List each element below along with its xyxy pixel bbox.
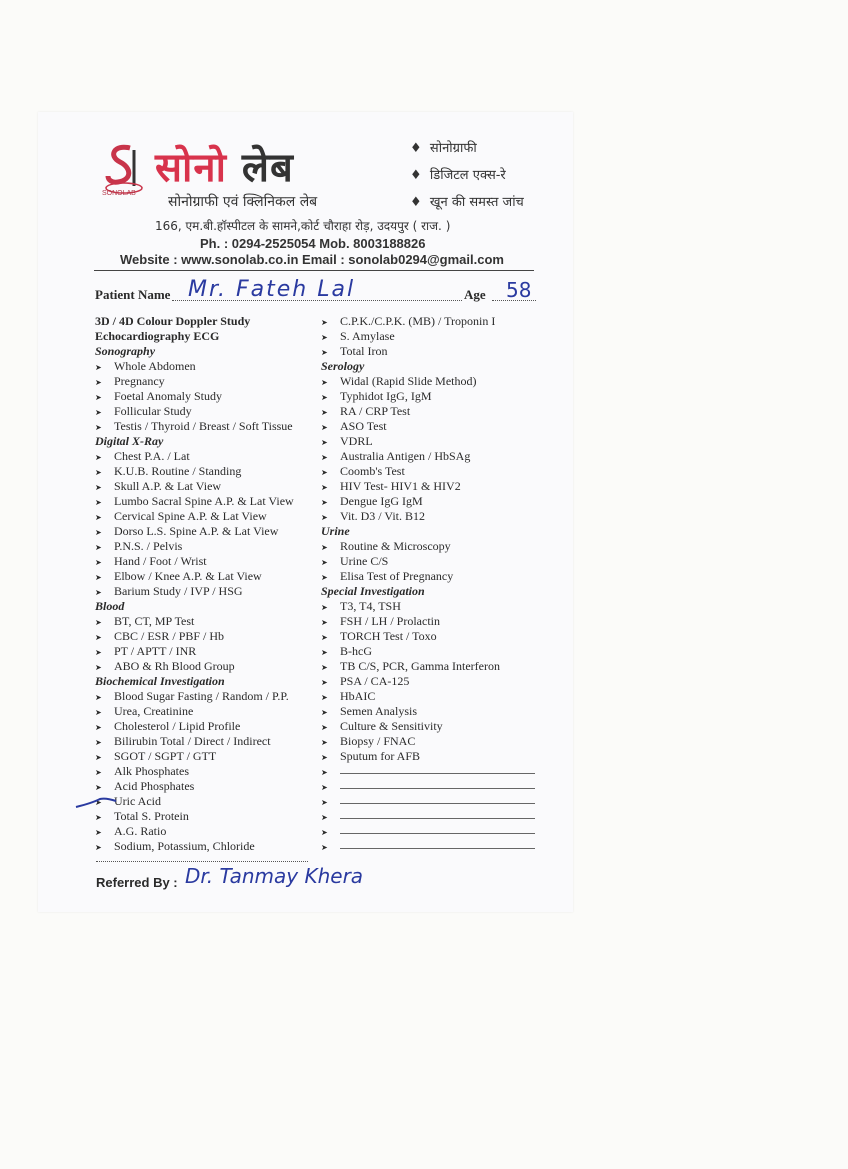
address: 166, एम.बी.हॉस्पीटल के सामने,कोर्ट चौराहा रोड़, उदयपुर ( राज. )	[155, 219, 451, 233]
test-item: ➤ Coomb's Test	[321, 464, 535, 479]
phone: Ph. : 0294-2525054 Mob. 8003188826	[200, 236, 426, 251]
section-heading: Special Investigation	[321, 584, 425, 598]
test-item: ➤ BT, CT, MP Test	[95, 614, 294, 629]
test-item: ➤ RA / CRP Test	[321, 404, 535, 419]
test-item: ➤ HIV Test- HIV1 & HIV2	[321, 479, 535, 494]
test-item: ➤ Lumbo Sacral Spine A.P. & Lat View	[95, 494, 294, 509]
test-item: ➤ Barium Study / IVP / HSG	[95, 584, 294, 599]
brand-name	[155, 138, 294, 193]
test-item: ➤ Widal (Rapid Slide Method)	[321, 374, 535, 389]
test-item: ➤ S. Amylase	[321, 329, 535, 344]
section-heading: Serology	[321, 359, 365, 373]
test-item: ➤ Whole Abdomen	[95, 359, 294, 374]
referred-by-value: Dr. Tanmay Khera	[185, 864, 364, 888]
test-item: ➤ ABO & Rh Blood Group	[95, 659, 294, 674]
services-list	[410, 138, 524, 219]
test-item: ➤ Chest P.A. / Lat	[95, 449, 294, 464]
test-item: ➤ Foetal Anomaly Study	[95, 389, 294, 404]
blank-entry-line	[321, 824, 535, 839]
test-item: ➤ TB C/S, PCR, Gamma Interferon	[321, 659, 535, 674]
header-rule	[94, 270, 534, 271]
test-item: ➤ Blood Sugar Fasting / Random / P.P.	[95, 689, 294, 704]
section-heading: 3D / 4D Colour Doppler Study	[95, 314, 251, 328]
website-email: Website : www.sonolab.co.in Email : sonolab0294@gmail.com	[120, 252, 504, 267]
test-item: ➤ Typhidot IgG, IgM	[321, 389, 535, 404]
test-item: ➤ Urine C/S	[321, 554, 535, 569]
test-item: ➤ K.U.B. Routine / Standing	[95, 464, 294, 479]
test-item: ➤ Dengue IgG IgM	[321, 494, 535, 509]
test-item: ➤ P.N.S. / Pelvis	[95, 539, 294, 554]
test-item: ➤ Routine & Microscopy	[321, 539, 535, 554]
section-heading: Digital X-Ray	[95, 434, 164, 448]
age-label: Age	[464, 287, 486, 302]
service-item: ♦ डिजिटल एक्स-रे	[410, 168, 506, 183]
test-item: ➤ Elisa Test of Pregnancy	[321, 569, 535, 584]
age-value: 58	[506, 278, 532, 302]
blank-line	[340, 824, 535, 834]
patient-name-label: Patient Name	[95, 287, 171, 302]
service-label: खून की समस्त जांच	[429, 195, 524, 210]
test-item: ➤ Vit. D3 / Vit. B12	[321, 509, 535, 524]
dotted-separator	[96, 861, 308, 862]
test-item: ➤ VDRL	[321, 434, 535, 449]
test-item: ➤ CBC / ESR / PBF / Hb	[95, 629, 294, 644]
test-item: ➤ Uric Acid	[95, 794, 294, 809]
test-item: ➤ Cervical Spine A.P. & Lat View	[95, 509, 294, 524]
test-item: ➤ PSA / CA-125	[321, 674, 535, 689]
test-item: ➤ Australia Antigen / HbSAg	[321, 449, 535, 464]
blank-line	[340, 779, 535, 789]
brand-part-1: सोनो	[155, 145, 227, 191]
blank-line	[340, 764, 535, 774]
test-item: ➤ Elbow / Knee A.P. & Lat View	[95, 569, 294, 584]
blank-line	[340, 839, 535, 849]
test-item: ➤ ASO Test	[321, 419, 535, 434]
referred-by-label: Referred By :	[96, 875, 178, 890]
patient-name-value: Mr. Fateh Lal	[188, 277, 356, 302]
test-item: ➤ Total Iron	[321, 344, 535, 359]
test-item: ➤ B-hcG	[321, 644, 535, 659]
test-item: ➤ Dorso L.S. Spine A.P. & Lat View	[95, 524, 294, 539]
test-item: ➤ Bilirubin Total / Direct / Indirect	[95, 734, 294, 749]
test-item: ➤ Urea, Creatinine	[95, 704, 294, 719]
blank-line	[340, 809, 535, 819]
service-label: डिजिटल एक्स-रे	[429, 168, 506, 183]
test-item: ➤ Alk Phosphates	[95, 764, 294, 779]
test-item: ➤ T3, T4, TSH	[321, 599, 535, 614]
blank-entry-line	[321, 839, 535, 854]
test-item: ➤ Skull A.P. & Lat View	[95, 479, 294, 494]
blank-entry-line	[321, 809, 535, 824]
logo-caption: SONOLAB	[102, 190, 136, 197]
service-item: ♦ सोनोग्राफी	[410, 141, 477, 156]
blank-line	[340, 794, 535, 804]
section-heading: Sonography	[95, 344, 156, 358]
service-label: सोनोग्राफी	[429, 141, 477, 156]
checkmark-icon	[74, 793, 118, 813]
test-item: ➤ Biopsy / FNAC	[321, 734, 535, 749]
test-item: ➤ HbAIC	[321, 689, 535, 704]
blank-entry-line	[321, 794, 535, 809]
test-item: ➤ Hand / Foot / Wrist	[95, 554, 294, 569]
section-heading: Echocardiography ECG	[95, 329, 220, 343]
test-item: ➤ Acid Phosphates	[95, 779, 294, 794]
brand-part-2: लेब	[241, 145, 294, 191]
test-item: ➤ Total S. Protein	[95, 809, 294, 824]
test-item: ➤ Sodium, Potassium, Chloride	[95, 839, 294, 854]
service-item: ♦ खून की समस्त जांच	[410, 195, 524, 210]
test-item: ➤ Semen Analysis	[321, 704, 535, 719]
test-item: ➤ TORCH Test / Toxo	[321, 629, 535, 644]
test-item: ➤ SGOT / SGPT / GTT	[95, 749, 294, 764]
test-item: ➤ Follicular Study	[95, 404, 294, 419]
test-item: ➤ C.P.K./C.P.K. (MB) / Troponin I	[321, 314, 535, 329]
test-item: ➤ Sputum for AFB	[321, 749, 535, 764]
test-item: ➤ PT / APTT / INR	[95, 644, 294, 659]
sonolab-logo-icon	[104, 142, 144, 196]
blank-entry-line	[321, 764, 535, 779]
test-item: ➤ Pregnancy	[95, 374, 294, 389]
tagline: सोनोग्राफी एवं क्लिनिकल लेब	[168, 194, 318, 210]
test-item: ➤ Culture & Sensitivity	[321, 719, 535, 734]
test-item: ➤ Cholesterol / Lipid Profile	[95, 719, 294, 734]
blank-entry-line	[321, 779, 535, 794]
section-heading: Urine	[321, 524, 350, 538]
test-item: ➤ FSH / LH / Prolactin	[321, 614, 535, 629]
test-item: ➤ A.G. Ratio	[95, 824, 294, 839]
section-heading: Biochemical Investigation	[95, 674, 225, 688]
left-test-column	[95, 314, 294, 854]
right-test-column	[321, 314, 535, 854]
section-heading: Blood	[95, 599, 125, 613]
test-item: ➤ Testis / Thyroid / Breast / Soft Tissue	[95, 419, 294, 434]
